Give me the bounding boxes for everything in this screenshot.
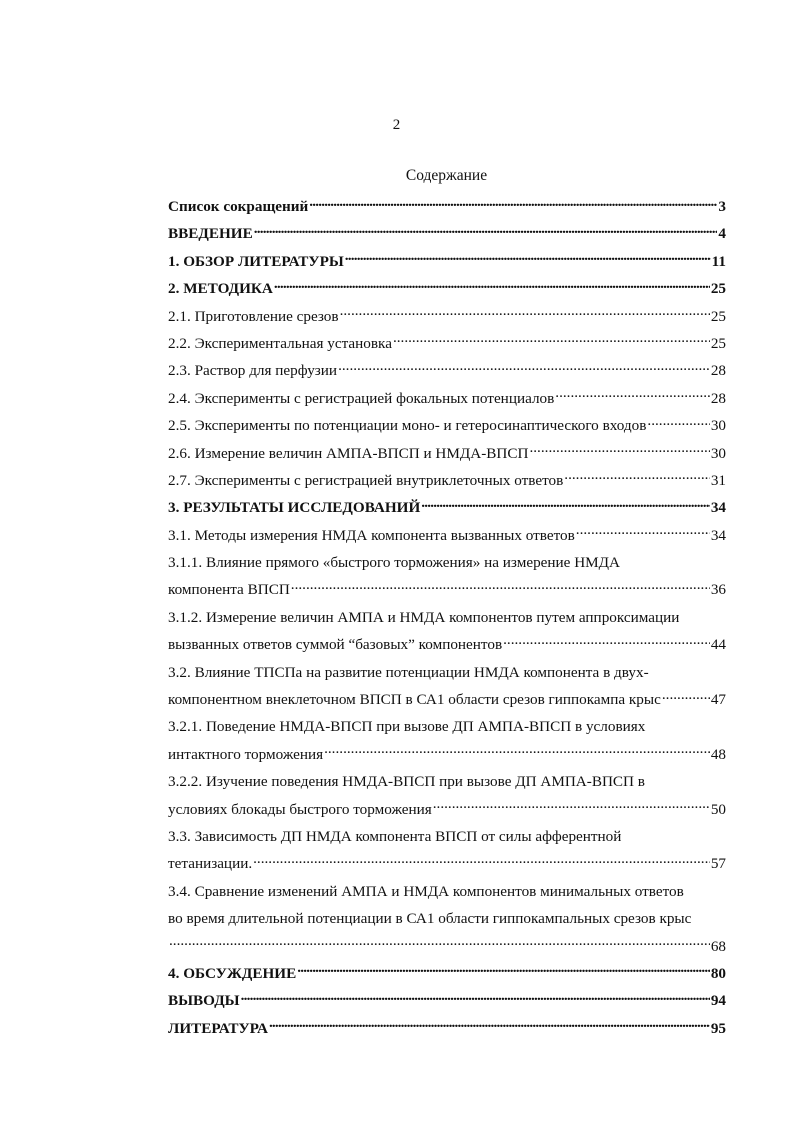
toc-page-number: 3	[718, 198, 726, 215]
leader-dots	[309, 196, 717, 211]
toc-page-number: 34	[710, 499, 726, 517]
leader-dots	[564, 470, 710, 485]
toc-page-number: 31	[710, 471, 726, 489]
leader-dots	[393, 333, 710, 348]
leader-dots	[576, 525, 710, 540]
leader-dots	[274, 278, 710, 293]
leader-dots	[503, 634, 710, 649]
leader-dots	[324, 744, 710, 759]
toc-entry-abbreviations[interactable]: Список сокращений . . . 3	[168, 193, 726, 220]
toc-entry-3-2-1[interactable]: 3.2.1. Поведение НМДА-ВПСП при вызове ДП АМПА-ВПСП в условиях интактного торможения . . . 48	[168, 713, 726, 768]
leader-dots	[421, 497, 710, 512]
leader-dots	[297, 963, 710, 978]
leader-dots	[169, 935, 710, 950]
toc-page-number: 44	[710, 636, 726, 654]
leader-dots	[529, 442, 709, 457]
toc-entry-2-6[interactable]: 2.6. Измерение величин АМПА-ВПСП и НМДА-ВПСП . . . 30	[168, 440, 726, 467]
toc-page-number: 30	[710, 417, 726, 435]
table-of-contents	[168, 193, 726, 1042]
leader-dots	[662, 689, 710, 704]
toc-page-number: 25	[710, 280, 726, 298]
toc-page-number: 4	[718, 225, 726, 243]
leader-dots	[345, 251, 711, 266]
toc-page-number: 25	[710, 307, 726, 325]
toc-page-number: 36	[710, 581, 726, 599]
toc-entry-2-7[interactable]: 2.7. Эксперименты с регистрацией внутриклеточных ответов . . . 31	[168, 467, 726, 494]
toc-entry-2-3[interactable]: 2.3. Раствор для перфузии . . . 28	[168, 357, 726, 384]
toc-entry-3-3[interactable]: 3.3. Зависимость ДП НМДА компонента ВПСП от силы афферентной тетанизации. . . . 57	[168, 823, 726, 878]
toc-entry-2-1[interactable]: 2.1. Приготовление срезов . . . 25	[168, 303, 726, 330]
toc-page-number: 34	[710, 526, 726, 544]
toc-entry-literature-review[interactable]: 1. ОБЗОР ЛИТЕРАТУРЫ . . . 11	[168, 248, 726, 275]
leader-dots	[647, 415, 709, 430]
toc-entry-results[interactable]: 3. РЕЗУЛЬТАТЫ ИССЛЕДОВАНИЙ . . . 34	[168, 494, 726, 521]
leader-dots	[269, 1018, 710, 1033]
toc-entry-2-4[interactable]: 2.4. Эксперименты с регистрацией фокальных потенциалов . . . 28	[168, 385, 726, 412]
leader-dots	[253, 853, 710, 868]
toc-page-number: 57	[710, 855, 726, 873]
page-number: 2	[392, 117, 401, 133]
leader-dots	[291, 579, 710, 594]
toc-entry-3-2-2[interactable]: 3.2.2. Изучение поведения НМДА-ВПСП при вызове ДП АМПА-ВПСП в условиях блокады быстрого торможения . . . 50	[168, 768, 726, 823]
toc-page-number: 94	[710, 992, 726, 1010]
toc-page-number: 95	[710, 1019, 726, 1037]
toc-page-number: 11	[711, 252, 726, 270]
leader-dots	[338, 360, 710, 375]
toc-page-number: 68	[710, 937, 726, 955]
toc-entry-3-4[interactable]: 3.4. Сравнение изменений АМПА и НМДА компонентов минимальных ответов во время длительной потенциации в СА1 области гиппокампальных срезов крыс . . . 68	[168, 878, 726, 960]
toc-entry-2-5[interactable]: 2.5. Эксперименты по потенциации моно- и гетеросинаптического входов . . . 30	[168, 412, 726, 439]
toc-page-number: 50	[710, 800, 726, 818]
toc-page-number: 80	[710, 964, 726, 982]
toc-entry-references[interactable]: ЛИТЕРАТУРА . . . 95	[168, 1015, 726, 1042]
toc-entry-2-2[interactable]: 2.2. Экспериментальная установка . . . 25	[168, 330, 726, 357]
leader-dots	[555, 388, 710, 403]
leader-dots	[241, 990, 710, 1005]
toc-entry-3-1-2[interactable]: 3.1.2. Измерение величин АМПА и НМДА компонентов путем аппроксимации вызванных ответов суммой “базовых” компонентов . . . 44	[168, 604, 726, 659]
toc-page-number: 47	[710, 691, 726, 709]
toc-page-number: 48	[710, 745, 726, 763]
toc-entry-introduction[interactable]: ВВЕДЕНИЕ . . . 4	[168, 220, 726, 247]
toc-entry-3-2[interactable]: 3.2. Влияние ТПСПа на развитие потенциации НМДА компонента в двух- компонентном внеклеточном ВПСП в СА1 области срезов гиппокампа крыс . . . 47	[168, 659, 726, 714]
toc-entry-discussion[interactable]: 4. ОБСУЖДЕНИЕ . . . 80	[168, 960, 726, 987]
toc-page-number: 25	[710, 334, 726, 352]
toc-entry-methods[interactable]: 2. МЕТОДИКА . . . 25	[168, 275, 726, 302]
leader-dots	[340, 305, 710, 320]
toc-entry-3-1-1[interactable]: 3.1.1. Влияние прямого «быстрого торможения» на измерение НМДА компонента ВПСП . . . 36	[168, 549, 726, 604]
toc-page-number: 28	[710, 362, 726, 380]
toc-entry-3-1[interactable]: 3.1. Методы измерения НМДА компонента вызванных ответов . . . 34	[168, 522, 726, 549]
leader-dots	[254, 223, 718, 238]
toc-entry-conclusions[interactable]: ВЫВОДЫ . . . 94	[168, 987, 726, 1014]
toc-page-number: 30	[710, 444, 726, 462]
leader-dots	[433, 798, 710, 813]
toc-page-number: 28	[710, 389, 726, 407]
toc-title: Содержание	[405, 167, 488, 184]
